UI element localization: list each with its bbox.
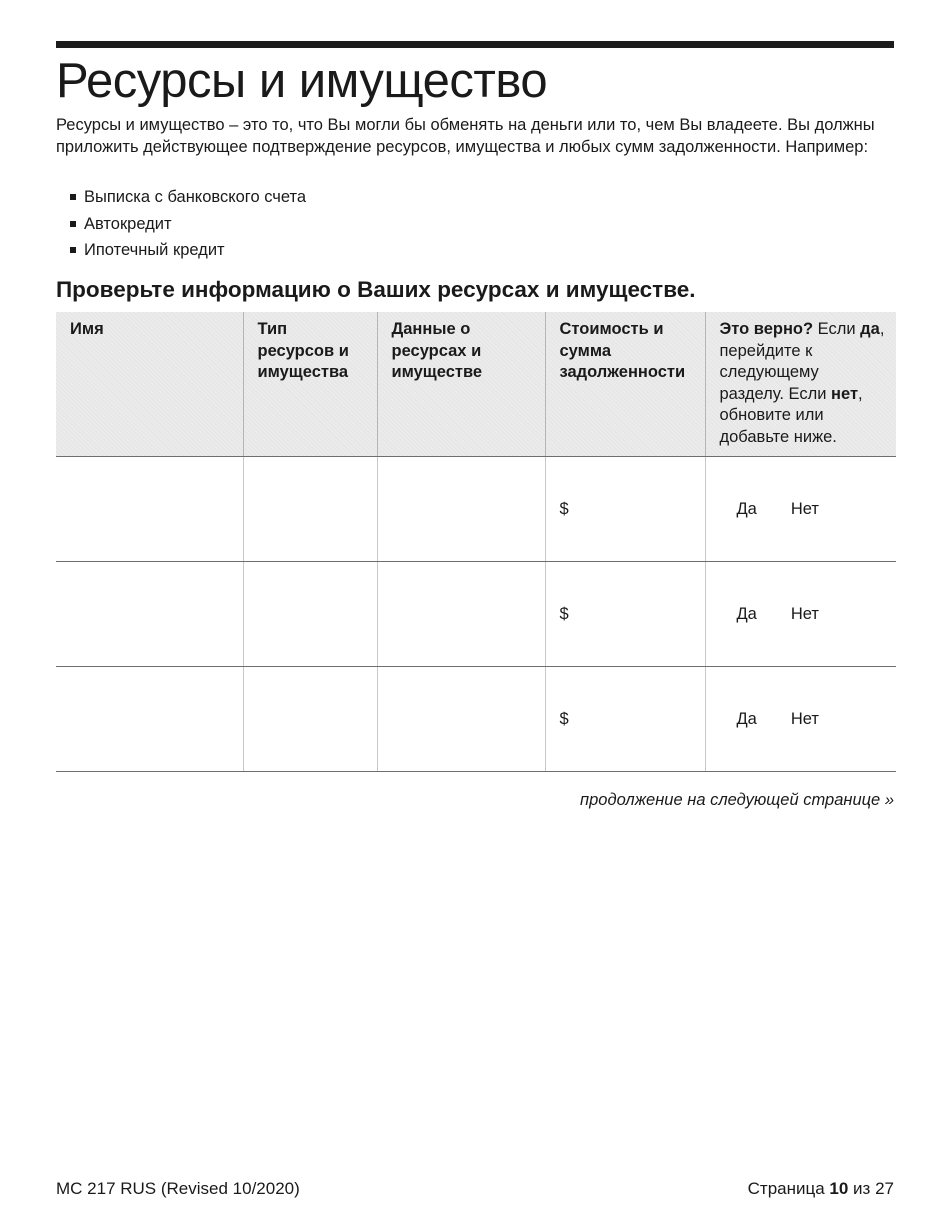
name-cell[interactable] bbox=[56, 457, 243, 562]
bullet-square-icon bbox=[70, 247, 76, 253]
type-cell[interactable] bbox=[243, 562, 377, 667]
examples-list bbox=[70, 184, 306, 264]
yes-option[interactable]: Да bbox=[736, 499, 757, 518]
page-number: Страница 10 из 27 bbox=[747, 1179, 894, 1198]
yes-option[interactable]: Да bbox=[736, 709, 757, 728]
name-cell[interactable] bbox=[56, 562, 243, 667]
header-details: Данные о ресурсах и имуществе bbox=[377, 312, 545, 457]
correct-cell bbox=[705, 562, 896, 667]
top-rule bbox=[56, 41, 894, 48]
assets-table bbox=[56, 312, 896, 772]
yes-option[interactable]: Да bbox=[736, 604, 757, 623]
details-cell[interactable] bbox=[377, 667, 545, 772]
correct-cell bbox=[705, 457, 896, 562]
bullet-square-icon bbox=[70, 194, 76, 200]
currency-symbol: $ bbox=[559, 499, 569, 518]
continued-note: продолжение на следующей странице » bbox=[580, 791, 894, 809]
table-row bbox=[56, 457, 896, 562]
currency-symbol: $ bbox=[559, 604, 569, 623]
list-item: Автокредит bbox=[70, 211, 306, 238]
details-cell[interactable] bbox=[377, 457, 545, 562]
page-title: Ресурсы и имущество bbox=[56, 54, 548, 108]
type-cell[interactable] bbox=[243, 667, 377, 772]
header-name: Имя bbox=[56, 312, 243, 457]
currency-symbol: $ bbox=[559, 709, 569, 728]
value-cell[interactable] bbox=[545, 457, 705, 562]
value-cell[interactable] bbox=[545, 667, 705, 772]
list-item: Ипотечный кредит bbox=[70, 237, 306, 264]
no-option[interactable]: Нет bbox=[790, 709, 819, 728]
form-id: MC 217 RUS (Revised 10/2020) bbox=[56, 1179, 300, 1198]
no-option[interactable]: Нет bbox=[790, 604, 819, 623]
section-heading: Проверьте информацию о Ваших ресурсах и имуществе. bbox=[56, 277, 696, 302]
intro-paragraph: Ресурсы и имущество – это то, что Вы могли бы обменять на деньги или то, чем Вы владеете. Вы должны приложить действующее подтверждение ресурсов, имущества и любых сумм задолженности. Например: bbox=[56, 116, 875, 156]
header-type: Тип ресурсов и имущества bbox=[243, 312, 377, 457]
list-item: Выписка с банковского счета bbox=[70, 184, 306, 211]
table-row bbox=[56, 562, 896, 667]
header-correct: Это верно? Если да, перейдите к следующему разделу. Если нет, обновите или добавьте ниже. bbox=[705, 312, 896, 457]
no-option[interactable]: Нет bbox=[790, 499, 819, 518]
value-cell[interactable] bbox=[545, 562, 705, 667]
table-row bbox=[56, 667, 896, 772]
type-cell[interactable] bbox=[243, 457, 377, 562]
bullet-square-icon bbox=[70, 221, 76, 227]
name-cell[interactable] bbox=[56, 667, 243, 772]
correct-cell bbox=[705, 667, 896, 772]
details-cell[interactable] bbox=[377, 562, 545, 667]
header-value: Стоимость и сумма задолженности bbox=[545, 312, 705, 457]
table-header-row bbox=[56, 312, 896, 457]
